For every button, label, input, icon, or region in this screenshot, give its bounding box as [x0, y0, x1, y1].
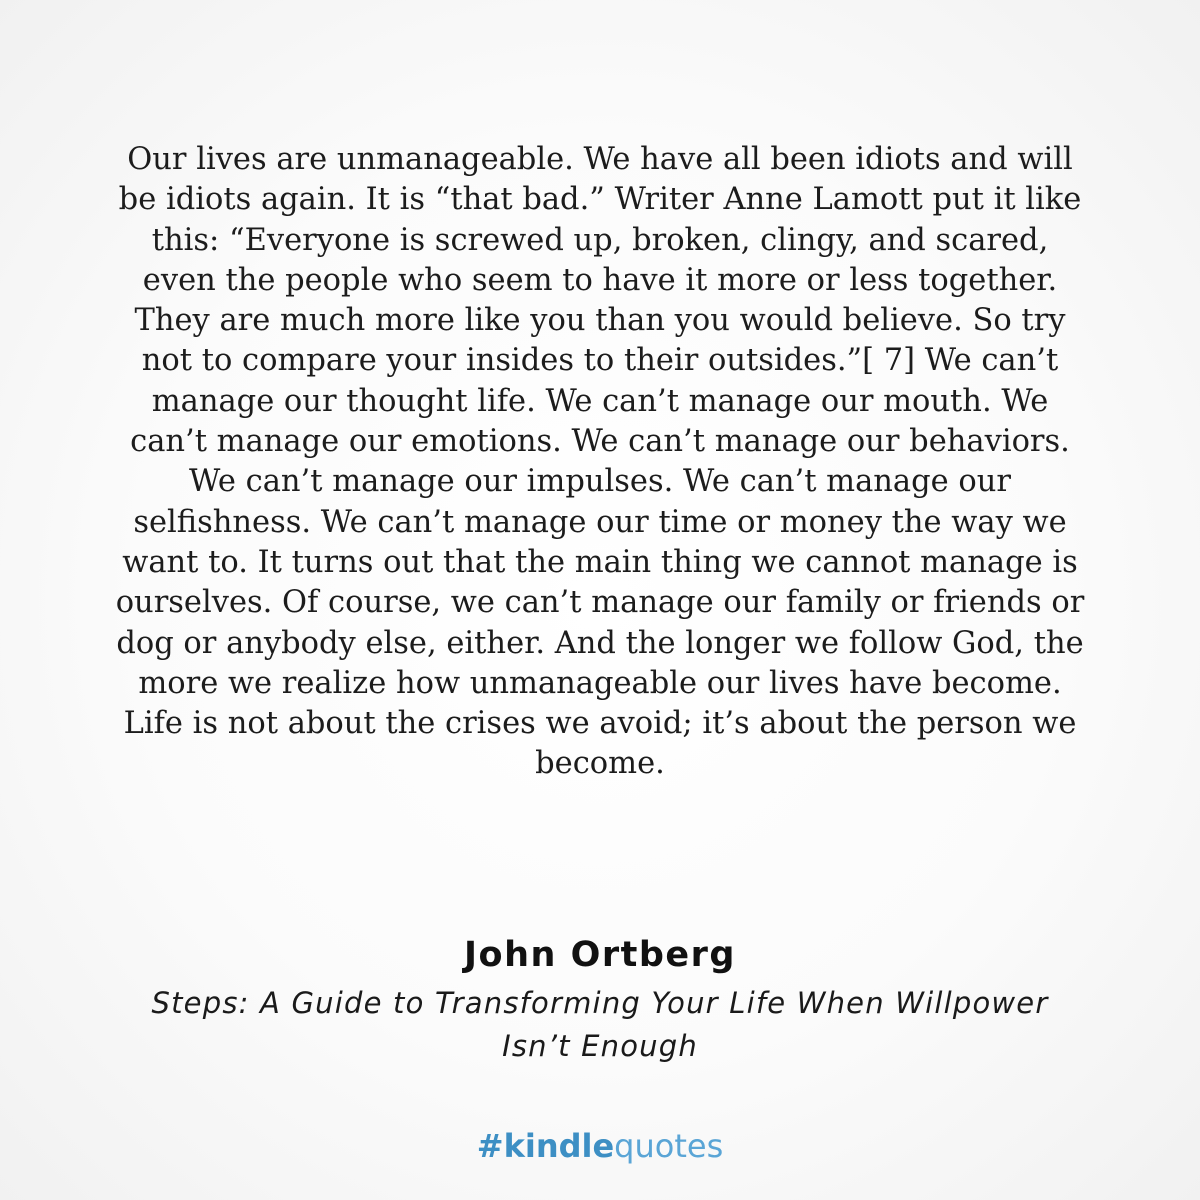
quote-line: Life is not about the crises we avoid; it’s about the person we: [123, 706, 1077, 742]
book-title: [90, 982, 1110, 1068]
hashtag-light-part: quotes: [614, 1127, 724, 1165]
quote-line: Our lives are unmanageable. We have all been idiots and will: [127, 142, 1073, 177]
quote-line: ourselves. Of course, we can’t manage our family or friends or: [115, 585, 1085, 621]
quote-line: dog or anybody else, either. And the longer we follow God, the: [116, 625, 1084, 661]
quote-line: can’t manage our emotions. We can’t manage our behaviors.: [130, 424, 1070, 460]
quote-line: this: “Everyone is screwed up, broken, clingy, and scared,: [151, 222, 1049, 258]
quote-line: even the people who seem to have it more or less together.: [142, 262, 1058, 298]
quote-line: more we realize how unmanageable our lives have become.: [138, 665, 1062, 701]
hashtag-bold-part: #kindle: [476, 1127, 615, 1165]
kindlequotes-hashtag: [0, 1124, 1200, 1168]
quote-line: want to. It turns out that the main thing we cannot manage is: [122, 544, 1078, 580]
quote-line: We can’t manage our impulses. We can’t manage our: [189, 464, 1011, 500]
quote-line: be idiots again. It is “that bad.” Writer Anne Lamott put it like: [118, 182, 1082, 218]
quote-line: selfishness. We can’t manage our time or money the way we: [133, 504, 1067, 540]
author-name: John Ortberg: [464, 935, 736, 975]
quote-line: manage our thought life. We can’t manage our mouth. We: [151, 383, 1049, 419]
quote-line: not to compare your insides to their outsides.”[ 7] We can’t: [141, 343, 1059, 379]
quote-line: become.: [535, 746, 665, 782]
book-title-line: Steps: A Guide to Transforming Your Life When Willpower: [151, 986, 1049, 1020]
quote-text: [70, 140, 1130, 785]
book-title-line: Isn’t Enough: [502, 1029, 698, 1063]
quote-line: They are much more like you than you would believe. So try: [134, 303, 1066, 339]
